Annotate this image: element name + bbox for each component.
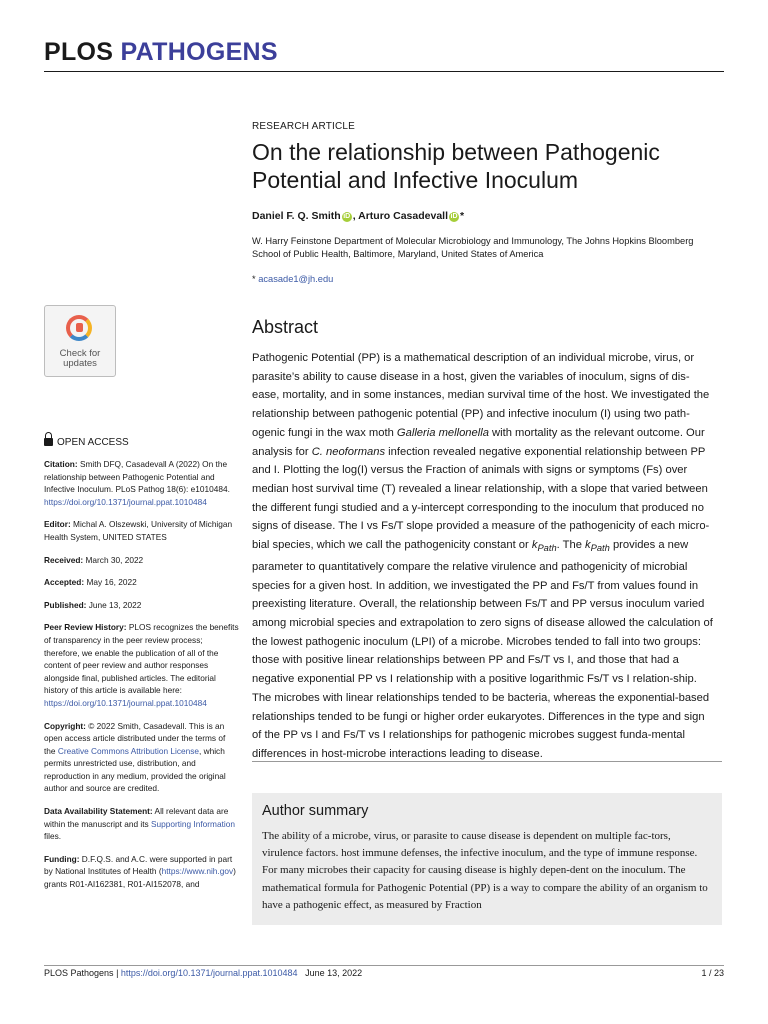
author-summary-text: The ability of a microbe, virus, or parasite to cause disease is dependent on multiple fac-tors, virulence factors. host immune defenses, the infective inoculum, and the type of immune response. For many microbes their capacity for causing disease is highly depen-dent on the inoculum. The mathematical formula for Pathogenic Potential (PP) is a way to compare the ability of an organism to have a pathogenic effect, as measured by Fraction bbox=[262, 830, 708, 911]
abstract-divider bbox=[252, 761, 722, 762]
species-name: C. neoformans bbox=[311, 445, 386, 458]
accepted-date: May 16, 2022 bbox=[86, 577, 137, 588]
orcid-icon[interactable]: iD bbox=[343, 213, 351, 220]
published-label: Published: bbox=[44, 599, 87, 610]
peer-review-link[interactable]: https://doi.org/10.1371/journal.ppat.1010484 bbox=[44, 697, 207, 708]
corresponding-mark: * bbox=[460, 210, 465, 222]
citation-label: Citation: bbox=[44, 459, 78, 469]
footer-journal: PLOS Pathogens bbox=[44, 968, 114, 978]
received-label: Received: bbox=[44, 554, 84, 565]
data-availability-label: Data Availability Statement: bbox=[44, 806, 153, 817]
published-date: June 13, 2022 bbox=[88, 599, 142, 610]
citation-doi-link[interactable]: https://doi.org/10.1371/journal.ppat.1010484 bbox=[44, 496, 207, 507]
badge-line1: Check for bbox=[59, 348, 101, 359]
bookmark-icon bbox=[76, 323, 83, 332]
received-date: March 30, 2022 bbox=[85, 554, 144, 565]
accepted-label: Accepted: bbox=[44, 577, 85, 588]
email-link[interactable]: acasade1@jh.edu bbox=[258, 274, 334, 284]
journal-logo-plos: PLOS bbox=[44, 38, 114, 66]
author-name: Daniel F. Q. Smith bbox=[252, 210, 341, 222]
peer-review-label: Peer Review History: bbox=[44, 622, 127, 633]
copyright-text-2: , which permits unrestricted use, distribution, and reproduction in any medium, provided the original author and source are credited. bbox=[44, 745, 226, 794]
footer-date: June 13, 2022 bbox=[305, 968, 363, 978]
orcid-icon[interactable]: iD bbox=[450, 213, 458, 220]
copyright-block bbox=[44, 720, 239, 796]
k-symbol: k bbox=[531, 539, 538, 552]
license-link[interactable]: Creative Commons Attribution License bbox=[57, 745, 199, 756]
citation-block bbox=[44, 458, 239, 508]
abstract-part: infection revealed negative exponential relationship between PP and I. Plotting the log(I) versus the Fraction of animals with signs or symptoms (Fs) over median host survival time (T) revealed a linear relationship, with a slope that varied between the different fungi studied and a y-intercept corresponding to the inoculum that produced no signs of disease. The I vs Fs/T slope provided a measure of the pathogenicity of each micro-bial species, which we call the pathogenicity constant or bbox=[252, 445, 710, 552]
copyright-text: © 2022 Smith, Casadevall. This is an open access article distributed under the terms of the bbox=[44, 720, 226, 756]
k-subscript: Path bbox=[537, 543, 557, 554]
abstract-part: . The bbox=[556, 539, 586, 552]
editor-block bbox=[44, 518, 239, 543]
abstract-text bbox=[252, 349, 714, 764]
top-divider bbox=[44, 71, 724, 72]
corresponding-email bbox=[252, 274, 333, 284]
badge-line2: updates bbox=[63, 358, 97, 369]
open-lock-icon bbox=[44, 438, 53, 446]
author-list: Daniel F. Q. Smith iD , Arturo Casadevall iD * bbox=[252, 210, 465, 222]
editor-text: Michal A. Olszewski, University of Michigan Health System, UNITED STATES bbox=[44, 519, 233, 542]
accepted-block bbox=[44, 576, 239, 589]
article-title: On the relationship between Pathogenic Potential and Infective Inoculum bbox=[252, 139, 660, 193]
check-for-updates-badge[interactable] bbox=[44, 305, 116, 377]
received-block bbox=[44, 554, 239, 567]
data-availability-text: All relevant data are within the manuscript and its bbox=[44, 806, 229, 829]
abstract-heading: Abstract bbox=[252, 317, 319, 337]
editor-label: Editor: bbox=[44, 519, 71, 530]
abstract-part: with mortality as the relevant outcome. Our analysis for bbox=[252, 426, 705, 458]
published-block bbox=[44, 599, 239, 612]
badge-label bbox=[45, 349, 115, 369]
page-number: 1 / 23 bbox=[701, 968, 724, 978]
k-subscript: Path bbox=[590, 543, 610, 554]
data-availability-text-2: files. bbox=[44, 831, 62, 842]
copyright-label: Copyright: bbox=[44, 720, 86, 731]
k-symbol: k bbox=[585, 539, 591, 552]
species-name: Galleria mellonella bbox=[396, 426, 489, 439]
funding-label: Funding: bbox=[44, 853, 80, 864]
abstract-part: provides a new parameter to quantitatively compare the relative virulence and pathogenicity of microbial species for a given host. In addition, we investigated the PP and Fs/T from values found in preexisting literature. Overall, the relationship between Fs/T and PP versus inoculum varied among microbial species and extrapolation to zero signs of disease allowed the calculation of the lowest pathogenic inoculum (LPI) of a microbe. Microbes tended to fall into two groups: those with positive linear relationships between PP and Fs/T vs I, and those that had a negative exponential PP vs I relationship with a positive logarithmic Fs/T vs I relation-ship. The microbes with linear relationships tended to be bacteria, whereas the exponential-based relationships tended to be fungi or higher order eukaryotes. Differences in the type and sign of the PP vs I and Fs/T vs I relationships for pathogenic microbes suggest funda-mental differences in host-microbe interactions leading to disease. bbox=[252, 539, 713, 760]
peer-review-text: PLOS recognizes the benefits of transparency in the peer review process; therefore, we enable the publication of all of the content of peer review and author responses alongside final, published articles. The editorial history of this article is available here: bbox=[44, 622, 239, 696]
funding-text: D.F.Q.S. and A.C. were supported in part by National Institutes of Health ( bbox=[44, 853, 233, 877]
funding-text-2: ) grants R01-AI162381, R01-AI152078, and bbox=[44, 866, 236, 890]
open-access-text: OPEN ACCESS bbox=[57, 437, 129, 448]
journal-logo-name: PATHOGENS bbox=[120, 38, 278, 66]
author-name: Arturo Casadevall bbox=[358, 210, 449, 222]
journal-masthead bbox=[44, 38, 278, 67]
supporting-info-link[interactable]: Supporting Information bbox=[151, 818, 235, 829]
article-type: RESEARCH ARTICLE bbox=[252, 121, 356, 132]
peer-review-block bbox=[44, 621, 239, 709]
author-summary-heading: Author summary bbox=[262, 803, 369, 819]
nih-link[interactable]: https://www.nih.gov bbox=[161, 866, 234, 877]
footer-doi-link[interactable]: https://doi.org/10.1371/journal.ppat.1010484 bbox=[120, 968, 298, 978]
citation-text: Smith DFQ, Casadevall A (2022) On the relationship between Pathogenic Potential and Infective Inoculum. PLoS Pathog 18(6): e1010484. bbox=[44, 459, 230, 495]
footer-divider bbox=[44, 965, 724, 966]
footer-separator: | bbox=[113, 968, 121, 978]
article-sidebar bbox=[44, 458, 239, 901]
page-footer bbox=[44, 968, 362, 978]
open-access-label bbox=[44, 437, 129, 448]
abstract-part: Pathogenic Potential (PP) is a mathematical description of an individual microbe, virus, or parasite’s ability to cause disease in a host, given the variables of inoculum, signs of dis-ease, mortality, and in some instances, median survival time of the host. We investigated the relationship between pathogenic potential (PP) and infective inoculum (I) using two path-ogenic fungi in the wax moth bbox=[252, 352, 710, 439]
affiliation: W. Harry Feinstone Department of Molecular Microbiology and Immunology, The Johns Hopkins Bloomberg School of Public Health, Baltimore, Maryland, United States of America bbox=[252, 236, 694, 259]
funding-block bbox=[44, 853, 239, 891]
data-availability-block bbox=[44, 805, 239, 843]
email-star: * bbox=[252, 274, 256, 284]
